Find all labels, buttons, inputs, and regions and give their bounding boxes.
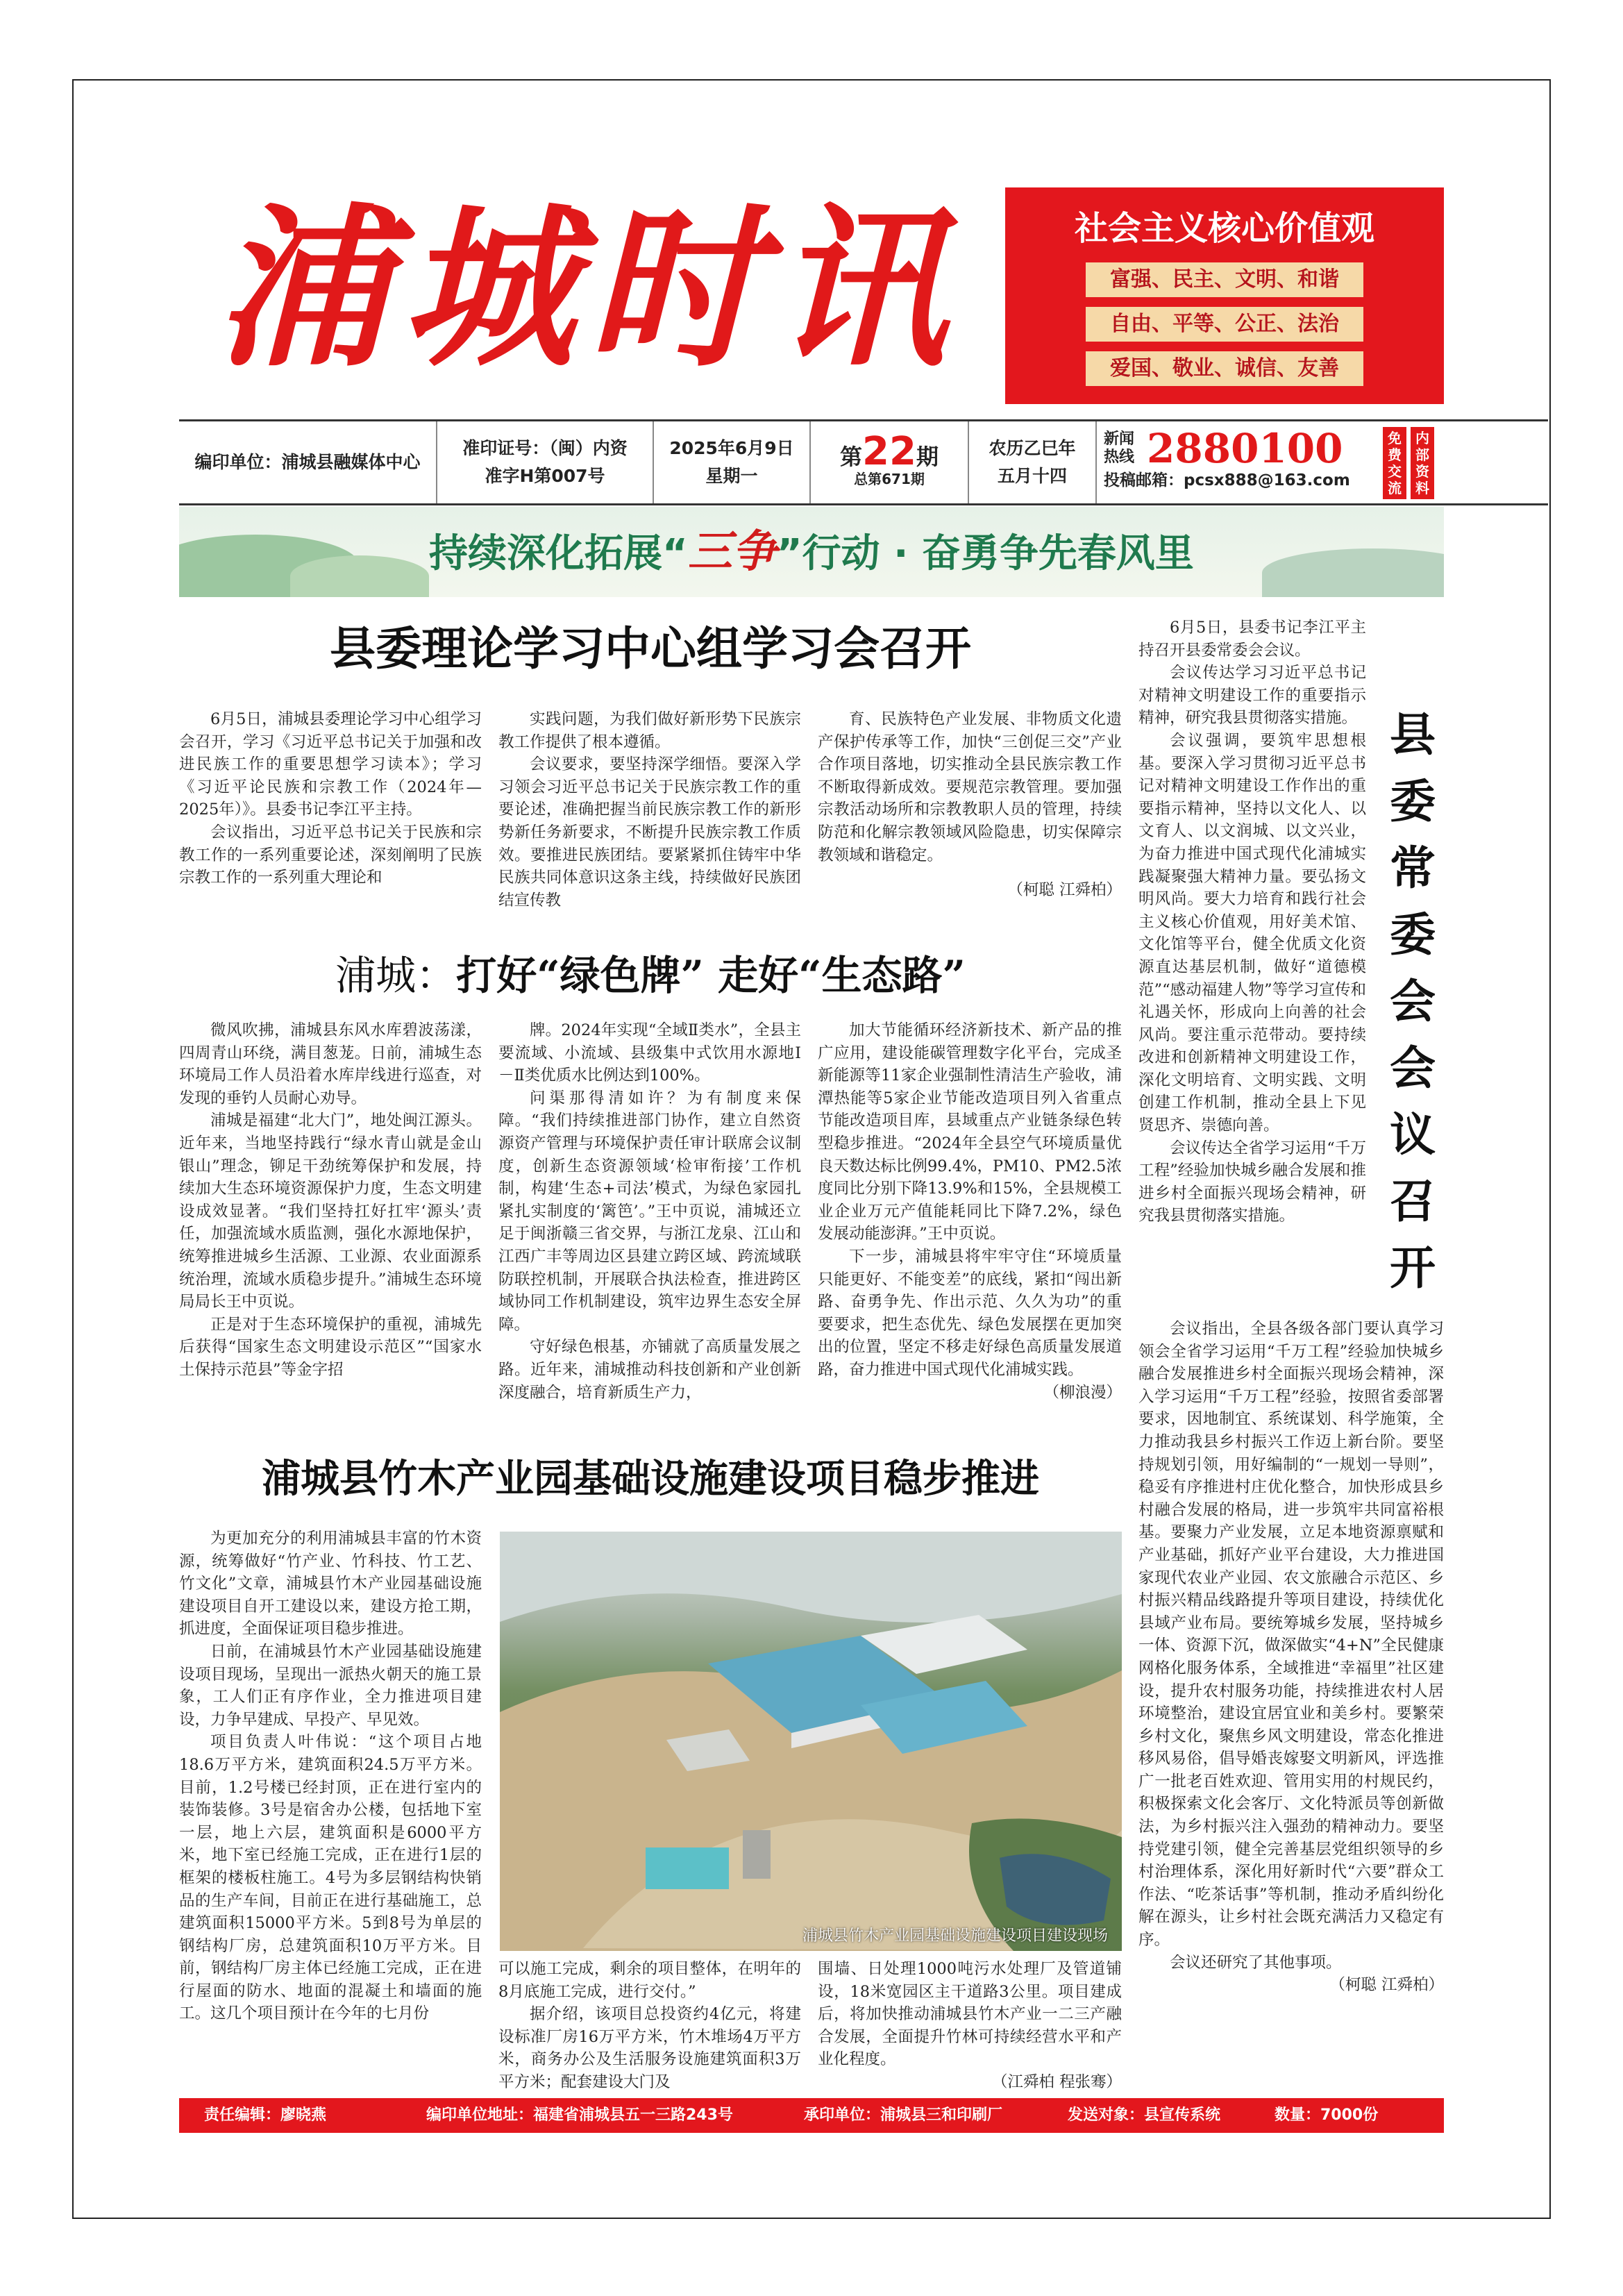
- issue-date: 2025年6月9日: [669, 438, 794, 458]
- article2-col3-para-2: 下一步，浦城县将牢牢守住“环境质量只能更好、不能变差”的底线，紧扣“闯出新路、奋勇争先、作出示范、久久为功”的重要要求，把生态优先、绿色发展摆在更加突出的位置，坚定不移走好绿色高质量发展道路，奋力推进中国式现代化浦城实践。: [818, 1247, 1122, 1379]
- article4-signature: （柯聪 江舜柏）: [1329, 1976, 1444, 1995]
- article2-column-1: [179, 1019, 482, 1382]
- banner-slogan-part-1: 持续深化拓展“: [429, 531, 688, 576]
- internal-material-badge: 内部资料: [1411, 427, 1434, 499]
- issue-prefix: 第: [840, 443, 863, 470]
- article4-headline: 县委常委会会议召开: [1390, 707, 1436, 1295]
- hotline-line: [1097, 425, 1343, 472]
- article2-col3-para-1: 加大节能循环经济新技术、新产品的推广应用，建设能碳管理数字化平台，完成圣新能源等11家企业强制性清洁生产验收，浦潭热能等5家企业节能改造项目列入省重点节能改造项目库，县域重点产业链条绿色转型稳步推进。“2024年全县空气环境质量优良天数达标比例99.4%，PM10、PM2.5浓度同比分别下降13.9%和15%，全县规模工业企业万元产值能耗同比下降7.2%，绿色发展动能澎湃。”王中页说。: [818, 1021, 1122, 1243]
- article2-col2-para-2: 问渠那得清如许？为有制度来保障。“我们持续推进部门协作，建立自然资源资产管理与环境保护责任审计联席会议制度，创新生态资源领域‘检审衔接’工作机制，构建‘生态+司法’模式，为绿色家园扎紧扎实制度的‘篱笆’。”王中页说，浦城还立足于闽浙赣三省交界，与浙江龙泉、江山和江西广丰等周边区县建立跨区域、跨流域联防联控机制，开展联合执法检查，推进跨区域协同工作机制建设，筑牢边界生态安全屏障。: [498, 1089, 801, 1334]
- article3-col2-para-1: 可以施工完成，剩余的项目整体，在明年的8月底施工完成，进行交付。”: [498, 1960, 801, 2001]
- article4-para-4: 会议传达全省学习运用“千万工程”经验加快城乡融合发展和推进乡村全面振兴现场会精神，研究我县贯彻落实措施。: [1138, 1139, 1366, 1225]
- article1-headline: 县委理论学习中心组学习会召开: [330, 622, 971, 676]
- core-values-title: 社会主义核心价值观: [1074, 209, 1374, 248]
- article2-headline: [179, 941, 1122, 1010]
- article4-body: [1138, 617, 1366, 1227]
- construction-site-photo: [500, 1532, 1122, 1951]
- article3-col1-para-2: 日前，在浦城县竹木产业园基础设施建设项目现场，呈现出一派热火朝天的施工景象，工人们正有序作业，全力推进项目建设，力争早建成、早投产、早见效。: [179, 1642, 482, 1729]
- article3-column-2: [498, 1958, 801, 2094]
- lunar-day: 五月十四: [997, 466, 1067, 486]
- article4-para-1: 6月5日，县委书记李江平主持召开县委常委会会议。: [1138, 619, 1366, 660]
- issue-suffix: 期: [916, 443, 939, 470]
- article4-para-6: 会议还研究了其他事项。: [1170, 1953, 1342, 1972]
- core-values-box: [1005, 187, 1444, 404]
- banner-slogan-part-3: ”行动 · 奋勇争先春风里: [776, 531, 1194, 576]
- footer-address: 编印单位地址：福建省浦城县五一三路243号: [426, 2106, 733, 2124]
- lunar-cell: [969, 421, 1097, 503]
- photo-caption: 浦城县竹木产业园基础设施建设项目建设现场: [802, 1927, 1108, 1945]
- article2-headline-main: 打好“绿色牌” 走好“生态路”: [456, 952, 966, 999]
- publisher: 编印单位：浦城县融媒体中心: [194, 452, 421, 472]
- article3-col3-para-1: 围墙、日处理1000吨污水处理厂及管道铺设，18米宽园区主干道路3公里。项目建成后，将加快推动浦城县竹木产业一二三产融合发展，全面提升竹林可持续经营水平和产业化程度。: [818, 1960, 1122, 2069]
- campaign-banner: [179, 507, 1444, 597]
- hotline-label: [1104, 430, 1134, 467]
- core-value-line-1: 富强、民主、文明、和谐: [1086, 262, 1363, 297]
- footer-distribution: 发送对象：县宣传系统: [1068, 2106, 1221, 2124]
- construction-site-illustration: [500, 1532, 1122, 1951]
- article1-col1-para-2: 会议指出，习近平总书记关于民族和宗教工作的一系列重要论述，深刻阐明了民族宗教工作的一系列重大理论和: [179, 823, 482, 887]
- permit-line-1: 准印证号：（闽）内资: [462, 438, 628, 458]
- hotline-label-2: 热线: [1104, 449, 1135, 466]
- article2-signature: （柳浪漫）: [1043, 1383, 1122, 1402]
- banner-slogan: [179, 507, 1444, 597]
- article2-col2-para-3: 守好绿色根基，亦铺就了高质量发展之路。近年来，浦城推动科技创新和产业创新深度融合，培育新质生产力，: [498, 1338, 801, 1402]
- article3-col1-para-3: 项目负责人叶伟说：“这个项目占地18.6万平方米，建筑面积24.5万平方米。目前，1.2号楼已经封顶，正在进行室内的装饰装修。3号是宿舍办公楼，包括地下室一层，地上六层，建筑面积是6000平方米，地下室已经施工完成，正在进行1层的框架的楼板柱施工。4号为多层钢结构快销品的生产车间，目前正在进行基础施工，总建筑面积15000平方米。5到8号为单层的钢结构厂房，总建筑面积10万平方米。目前，钢结构厂房主体已经施工完成，正在进行屋面的防水、地面的混凝土和墙面的施工。这几个项目预计在今年的七月份: [179, 1733, 482, 2023]
- issue-weekday: 星期一: [705, 466, 758, 486]
- article2-col1-para-1: 微风吹拂，浦城县东风水库碧波荡漾，四周青山环绕，满目葱茏。日前，浦城生态环境局工作人员沿着水库岸线进行巡查，对发现的垂钓人员耐心劝导。: [179, 1021, 482, 1107]
- footer-copies: 数量：7000份: [1275, 2106, 1379, 2124]
- newspaper-title: 浦城时讯: [215, 186, 959, 390]
- hotline-number: 2880100: [1147, 425, 1343, 472]
- issue-info-bar: [179, 419, 1548, 505]
- hotline-label-1: 新闻: [1104, 430, 1135, 448]
- article1-column-3: [818, 708, 1122, 902]
- article2-headline-place: 浦城：: [335, 952, 457, 999]
- article1-signature: （柯聪 江舜柏）: [1007, 881, 1122, 900]
- article1-column-2: [498, 708, 801, 912]
- article2-col1-para-2: 浦城是福建“北大门”，地处闽江源头。近年来，当地坚持践行“绿水青山就是金山银山”理念，铆足干劲统筹保护和发展，持续加大生态环境资源保护力度，生态文明建设成效显著。“我们坚持扛好扛牢‘源头’责任，加强流域水质监测，强化水源地保护，统筹推进城乡生活源、工业源、农业面源系统治理，流域水质稳步提升。”浦城生态环境局局长王中页说。: [179, 1112, 482, 1312]
- article1-col2-para-1: 实践问题，为我们做好新形势下民族宗教工作提供了根本遵循。: [498, 710, 801, 751]
- article2-column-3: [818, 1019, 1122, 1404]
- article1-col3-para-1: 育、民族特色产业发展、非物质文化遗产保护传承等工作，加快“三创促三交”产业合作项目落地，切实推动全县民族宗教工作不断取得新成效。要规范宗教管理。要加强宗教活动场所和宗教教职人员的管理，持续防范和化解宗教领域风险隐患，切实保障宗教领域和谐稳定。: [818, 710, 1122, 864]
- article3-col1-para-1: 为更加充分的利用浦城县丰富的竹木资源，统筹做好“竹产业、竹科技、竹工艺、竹文化”文章，浦城县竹木产业园基础设施建设项目自开工建设以来，建设方抢工期，抓进度，全面保证项目稳步推进。: [179, 1530, 482, 1639]
- publisher-cell: [179, 421, 437, 503]
- submission-email: 投稿邮箱：pcsx888@163.com: [1104, 471, 1350, 489]
- article4-para-3: 会议强调，要筑牢思想根基。要深入学习贯彻习近平总书记对精神文明建设工作作出的重要指示精神，坚持以文化人、以文育人、以文润城、以文兴业，为奋力推进中国式现代化浦城实践凝聚强大精神力量。要弘扬文明风尚。要大力培育和践行社会主义核心价值观，用好美术馆、文化馆等平台，健全优质文化资源直达基层机制，做好“道德模范”“感动福建人物”等学习宣传和礼遇关怀，形成向上向善的社会风尚。要注重示范带动。要持续改进和创新精神文明建设工作，深化文明培育、文明实践、文明创建工作机制，推动全县上下见贤思齐、崇德向善。: [1138, 731, 1366, 1135]
- issue-number: 22: [862, 428, 916, 474]
- date-cell: [654, 421, 811, 503]
- article2-column-2: [498, 1019, 801, 1404]
- article1-col1-para-1: 6月5日，浦城县委理论学习中心组学习会召开，学习《习近平总书记关于加强和改进民族工作的重要思想学习读本》；学习《习近平论民族和宗教工作（2024年—2025年）》。县委书记李江平主持。: [179, 710, 482, 819]
- article3-signature: （江舜柏 程张骞）: [991, 2072, 1122, 2091]
- issue-number-line: [840, 428, 939, 474]
- hotline-cell: [1097, 421, 1374, 503]
- article4-body-continued: [1138, 1318, 1444, 1997]
- core-value-line-2: 自由、平等、公正、法治: [1086, 307, 1363, 342]
- core-value-line-3: 爱国、敬业、诚信、友善: [1086, 351, 1363, 386]
- footer-editor: 责任编辑：廖晓燕: [204, 2106, 327, 2124]
- article3-col2-para-2: 据介绍，该项目总投资约4亿元，将建设标准厂房16万平方米，竹木堆场4万平方米，商务办公及生活服务设施建筑面积3万平方米；配套建设大门及: [498, 2005, 801, 2091]
- footer-bar: [179, 2098, 1444, 2133]
- lunar-year: 农历乙巳年: [989, 438, 1076, 458]
- article2-col1-para-3: 正是对于生态环境保护的重视，浦城先后获得“国家生态文明建设示范区”“国家水土保持示范县”等金字招: [179, 1315, 482, 1379]
- article2-col2-para-1: 牌。2024年实现“全域Ⅱ类水”，全县主要流域、小流域、县级集中式饮用水源地Ⅰ－Ⅱ类优质水比例达到100%。: [498, 1021, 801, 1085]
- footer-printer: 承印单位：浦城县三和印刷厂: [804, 2106, 1003, 2124]
- article4-para-5: 会议指出，全县各级各部门要认真学习领会全省学习运用“千万工程”经验加快城乡融合发展推进乡村全面振兴现场会精神，深入学习运用“千万工程”经验，按照省委部署要求，因地制宜、系统谋划、科学施策，全力推动我县乡村振兴工作迈上新台阶。要坚持规划引领，用好编制的“一规划一导则”，稳妥有序推进村庄优化整合，加快形成县乡村融合发展的格局，进一步筑牢共同富裕根基。要聚力产业发展，立足本地资源禀赋和产业基础，抓好产业平台建设，大力推进国家现代农业产业园、农文旅融合示范区、乡村振兴精品线路提升等项目建设，持续优化县域产业布局。要统筹城乡发展，坚持城乡一体、资源下沉，做深做实“4+N”全民健康网格化服务体系，全域推进“幸福里”社区建设，提升农村服务功能，持续推进农村人居环境整治，建设宜居宜业和美乡村。要繁荣乡村文化，聚焦乡风文明建设，常态化推进移风易俗，倡导婚丧嫁娶文明新风，评选推广一批老百姓欢迎、管用实用的村规民约，积极探索文化会客厅、文化特派员等创新做法，为乡村振兴注入强劲的精神动力。要坚持党建引领，健全完善基层党组织领导的乡村治理体系，深化用好新时代“六要”群众工作法、“吃茶话事”等机制，推动矛盾纠纷化解在源头，让乡村社会既充满活力又稳定有序。: [1138, 1320, 1444, 1950]
- permit-line-2: 准字H第007号: [485, 466, 605, 486]
- article3-headline: 浦城县竹木产业园基础设施建设项目稳步推进: [262, 1456, 1039, 1502]
- banner-slogan-highlight: 三争: [687, 526, 777, 578]
- article4-para-2: 会议传达学习习近平总书记对精神文明建设工作的重要指示精神，研究我县贯彻落实措施。: [1138, 664, 1366, 728]
- article1-column-1: [179, 708, 482, 889]
- issue-number-cell: [811, 421, 969, 503]
- total-issue: 总第671期: [854, 470, 925, 487]
- article3-column-3: [818, 1958, 1122, 2094]
- free-exchange-badge: 免费交流: [1383, 427, 1406, 499]
- permit-cell: [437, 421, 654, 503]
- article3-column-1: [179, 1527, 482, 2025]
- article1-col2-para-2: 会议要求，要坚持深学细悟。要深入学习领会习近平总书记关于民族宗教工作的重要论述，准确把握当前民族宗教工作的新形势新任务新要求，不断提升民族宗教工作质效。要推进民族团结。要紧紧抓住铸牢中华民族共同体意识这条主线，持续做好民族团结宣传教: [498, 755, 801, 910]
